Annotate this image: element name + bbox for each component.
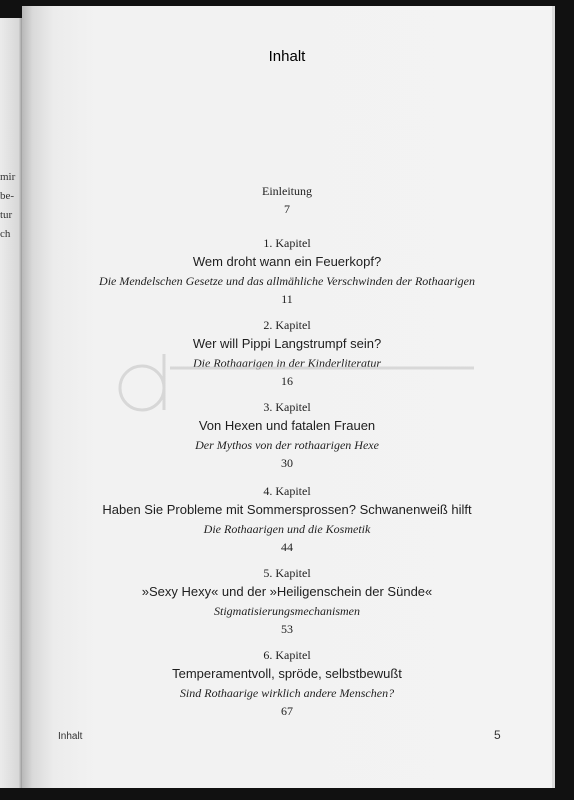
left-fragment: be- [0, 190, 15, 202]
entry-chapter-label: 1. Kapitel [263, 236, 311, 250]
entry-subtitle: Die Rothaarigen und die Kosmetik [203, 522, 371, 536]
entry-subtitle: Stigmatisierungsmechanismen [214, 604, 360, 618]
entry-subtitle: Sind Rothaarige wirklich andere Menschen? [179, 686, 395, 700]
entry-page-number: 67 [281, 704, 293, 718]
toc-entry-intro [22, 182, 552, 219]
book-page [22, 6, 555, 788]
toc-entry-chapter-3 [22, 398, 552, 473]
toc-entry-chapter-2 [22, 316, 552, 391]
entry-chapter-label: 4. Kapitel [263, 484, 311, 498]
page-title: Inhalt [268, 48, 306, 65]
toc-entry-chapter-4 [22, 482, 552, 557]
entry-title: Wem droht wann ein Feuerkopf? [192, 254, 382, 269]
entry-page-number: 30 [281, 456, 293, 470]
entry-chapter-label: 3. Kapitel [263, 400, 311, 414]
toc-entry-chapter-5 [22, 564, 552, 639]
entry-chapter-label: 2. Kapitel [263, 318, 311, 332]
entry-title: Temperamentvoll, spröde, selbstbewußt [172, 666, 402, 681]
entry-title: Wer will Pippi Langstrumpf sein? [192, 336, 382, 351]
entry-subtitle: Die Mendelschen Gesetze und das allmähliche Verschwinden der Rothaarigen [99, 274, 475, 288]
toc-entry-chapter-1 [22, 234, 552, 309]
entry-page-number: 44 [281, 540, 293, 554]
entry-subtitle: Die Rothaarigen in der Kinderliteratur [193, 356, 381, 370]
running-title: Inhalt [58, 731, 83, 742]
left-fragment: mir [0, 171, 16, 183]
entry-chapter-label: 5. Kapitel [263, 566, 311, 580]
entry-page-number: 7 [284, 202, 290, 216]
entry-title: Von Hexen und fatalen Frauen [198, 418, 376, 433]
entry-subtitle: Der Mythos von der rothaarigen Hexe [195, 438, 379, 452]
entry-page-number: 16 [281, 374, 293, 388]
left-fragment: ch [0, 228, 11, 240]
entry-chapter-label: Einleitung [262, 184, 312, 198]
entry-chapter-label: 6. Kapitel [263, 648, 311, 662]
entry-title: »Sexy Hexy« und der »Heiligenschein der Sünde« [141, 584, 433, 599]
toc-entry-chapter-6 [22, 646, 552, 721]
left-page-edge [0, 18, 22, 788]
entry-title: Haben Sie Probleme mit Sommersprossen? Schwanenweiß hilft [102, 502, 472, 517]
page-number: 5 [494, 728, 501, 742]
entry-page-number: 53 [281, 622, 293, 636]
left-fragment: tur [0, 209, 13, 221]
entry-page-number: 11 [281, 292, 293, 306]
left-page-text-fragments [0, 168, 22, 244]
